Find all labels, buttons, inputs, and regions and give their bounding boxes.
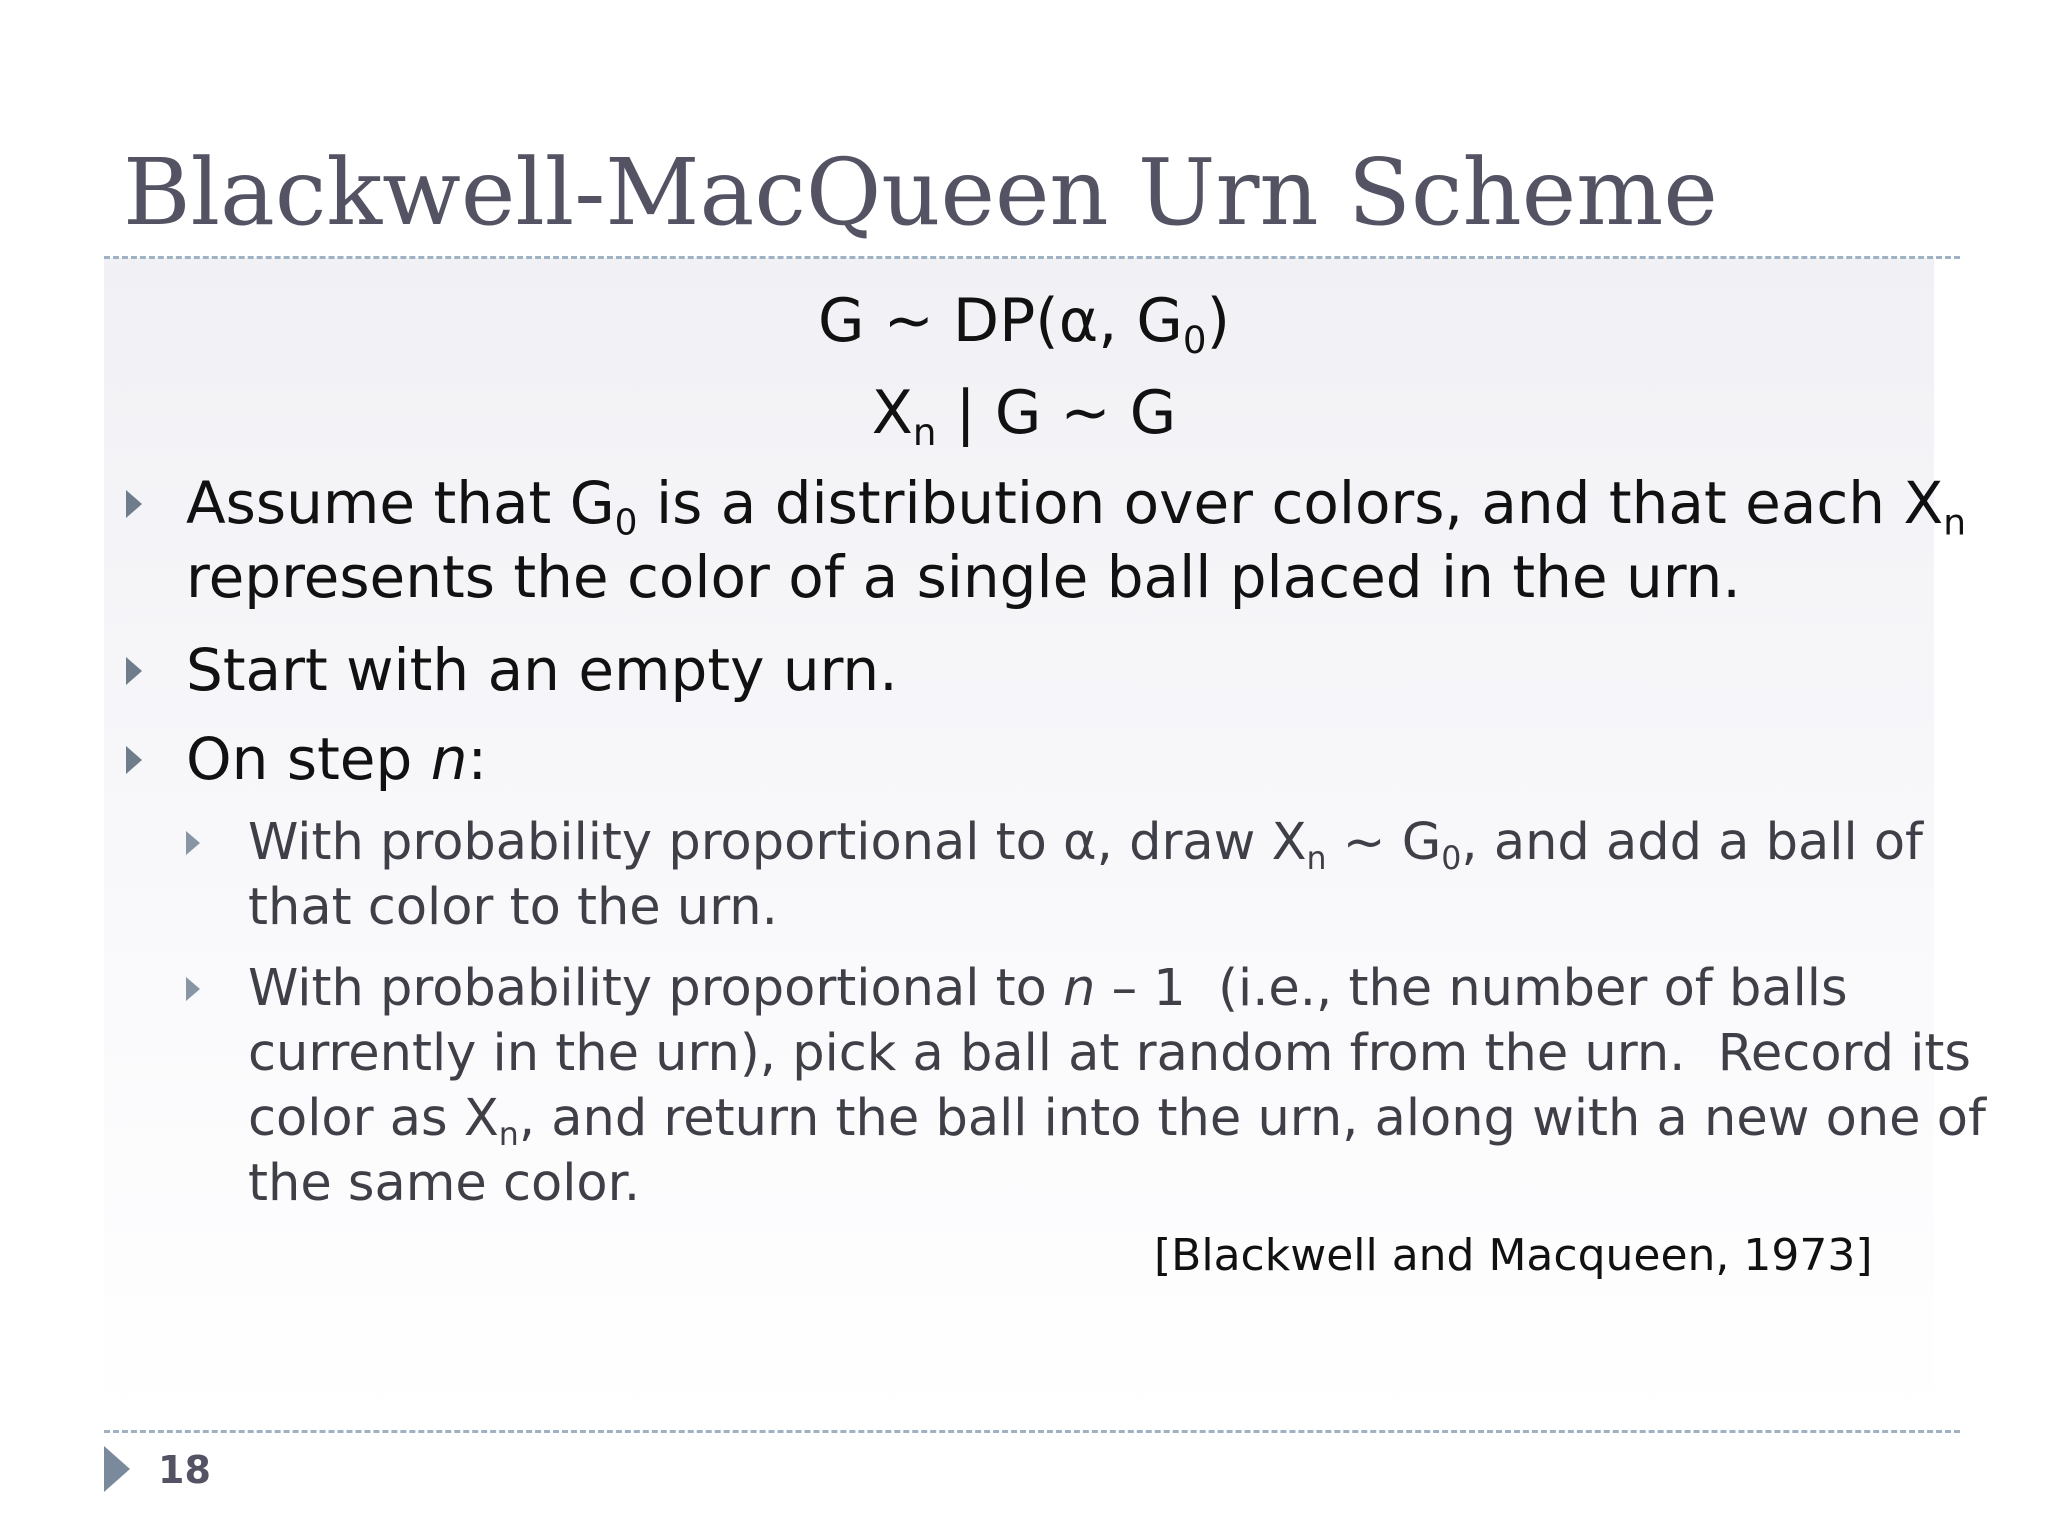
formula-text: X xyxy=(871,378,913,448)
formula-text: | G ~ G xyxy=(936,378,1177,448)
sub-bullet-text: With probability proportional to α, draw X xyxy=(248,813,1307,872)
sub-bullet-existing-color xyxy=(186,956,1986,1216)
formula-text: ) xyxy=(1206,286,1230,356)
bullet-text: On step xyxy=(186,725,431,793)
bullet-line xyxy=(126,466,1966,544)
sub-bullet-triangle-icon xyxy=(186,977,200,1001)
sub-bullet-line: the same color. xyxy=(248,1154,641,1213)
footer-triangle-icon xyxy=(104,1446,130,1492)
sub-bullet-text: – 1 (i.e., the number of balls xyxy=(1095,959,1848,1018)
sub-bullet-line xyxy=(186,810,1936,878)
bullet-triangle-icon xyxy=(126,657,142,685)
formula-sampling xyxy=(0,378,2048,454)
bullet-line xyxy=(126,722,1926,796)
page-number: 18 xyxy=(158,1448,211,1492)
formula-subscript: n xyxy=(912,409,937,454)
sub-bullet-text: color as X xyxy=(248,1089,499,1148)
bullet-triangle-icon xyxy=(126,746,142,774)
bullet-text: is a distribution over colors, and that each X xyxy=(637,469,1944,537)
bullet-italic: n xyxy=(430,725,468,793)
bullet-subscript: 0 xyxy=(614,502,638,544)
sub-bullet-line: that color to the urn. xyxy=(248,878,778,937)
bullet-triangle-icon xyxy=(126,490,142,518)
sub-bullet-text: , and add a ball of xyxy=(1461,813,1923,872)
sub-bullet-text: ~ G xyxy=(1326,813,1442,872)
footer-divider xyxy=(104,1430,1960,1433)
citation: [Blackwell and Macqueen, 1973] xyxy=(1154,1230,1873,1281)
bullet-text: : xyxy=(467,725,488,793)
sub-bullet-line xyxy=(186,1086,1986,1154)
formula-text: G ~ DP(α, G xyxy=(818,286,1183,356)
title-divider xyxy=(104,256,1960,259)
bullet-subscript: n xyxy=(1943,502,1966,544)
sub-bullet-text: , and return the ball into the urn, along with a new one of xyxy=(518,1089,1986,1148)
sub-bullet-triangle-icon xyxy=(186,831,200,855)
sub-bullet-line: currently in the urn), pick a ball at random from the urn. Record its xyxy=(248,1024,1971,1083)
slide-title: Blackwell-MacQueen Urn Scheme xyxy=(123,139,1718,246)
formula-dp-prior xyxy=(0,286,2048,362)
bullet-line: represents the color of a single ball placed in the urn. xyxy=(186,543,1741,611)
sub-bullet-line xyxy=(186,956,1936,1021)
sub-bullet-italic: n xyxy=(1063,959,1096,1018)
bullet-text: Assume that G xyxy=(186,469,615,537)
sub-bullet-subscript: n xyxy=(1306,841,1327,878)
bullet-on-step xyxy=(126,722,1926,796)
sub-bullet-new-color xyxy=(186,810,1936,940)
formula-subscript: 0 xyxy=(1182,317,1207,362)
bullet-assume xyxy=(126,466,1966,614)
sub-bullet-text: With probability proportional to xyxy=(248,959,1064,1018)
sub-bullet-subscript: n xyxy=(498,1117,519,1154)
bullet-start xyxy=(126,633,1926,707)
sub-bullet-subscript: 0 xyxy=(1441,841,1462,878)
bullet-line: Start with an empty urn. xyxy=(186,636,898,704)
